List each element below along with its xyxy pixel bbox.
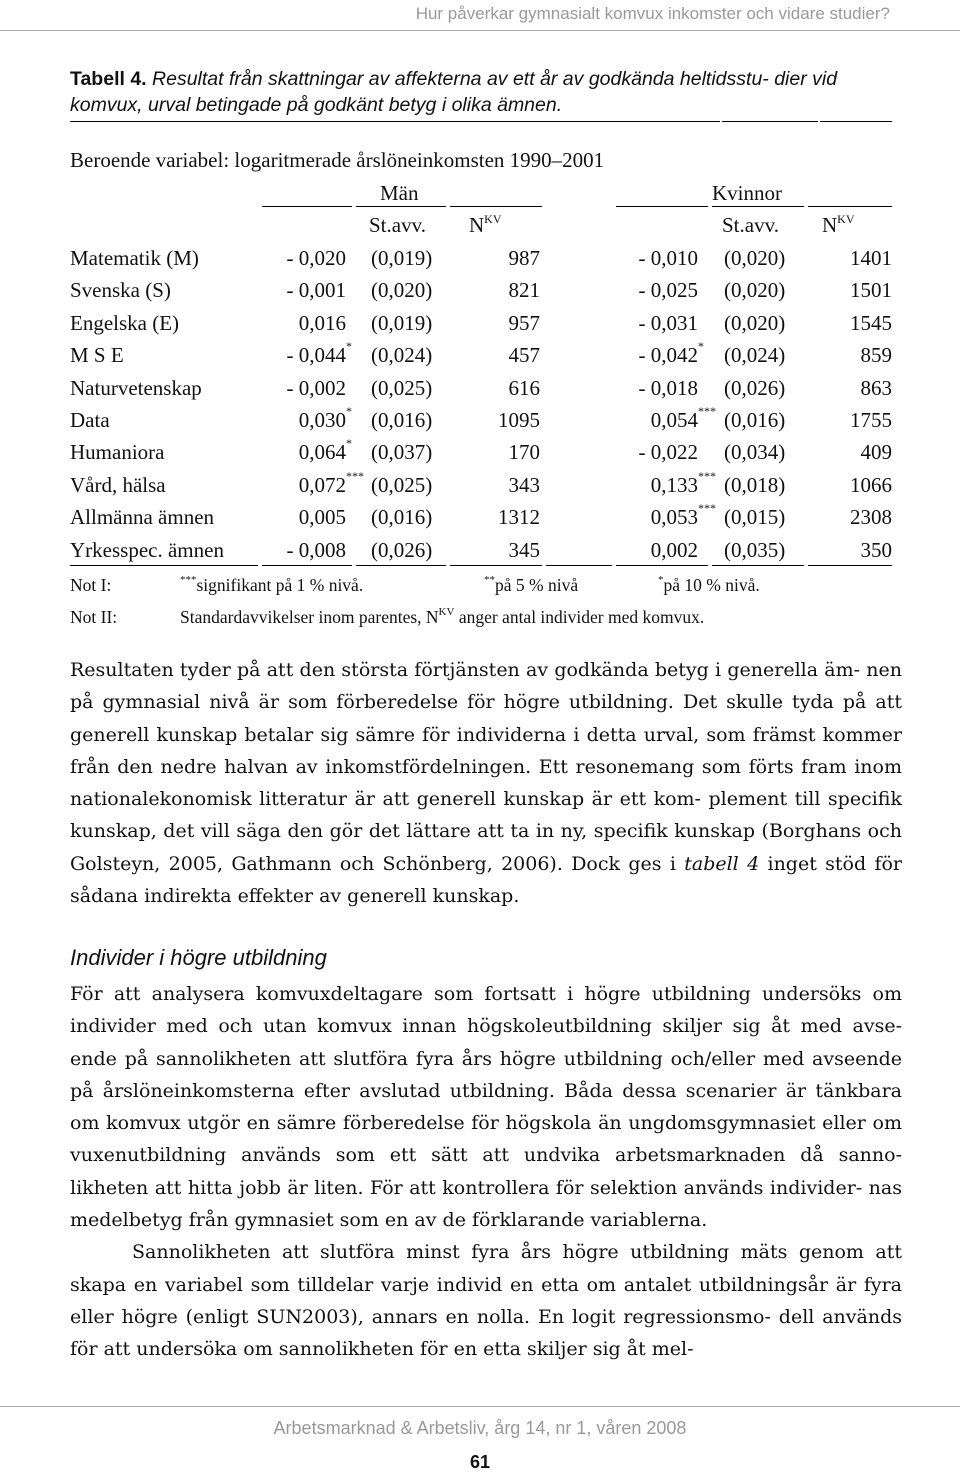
- table-bottom-rule: [356, 565, 446, 566]
- note2-text: Standardavvikelser inom parentes, $N^{KV}$ anger antal individer med komvux.: [180, 606, 705, 627]
- row-label: Engelska (E): [70, 310, 180, 335]
- note1-label: Not I:: [70, 575, 112, 595]
- women-std-error: (0,018): [724, 472, 786, 497]
- row-label: Naturvetenskap: [70, 375, 202, 400]
- men-coefficient: - 0,008: [286, 537, 346, 562]
- table-reference: tabell 4: [684, 852, 760, 875]
- significance-marker: ***: [698, 404, 716, 418]
- men-coefficient: 0,072: [298, 472, 346, 497]
- women-std-error: (0,024): [724, 343, 786, 368]
- women-n: 2308: [850, 505, 892, 530]
- col-header-n-women: $N^{KV}$: [822, 212, 855, 237]
- women-coefficient: - 0,018: [638, 375, 698, 400]
- col-header-se-men: St.avv.: [369, 213, 426, 237]
- men-std-error: (0,019): [371, 310, 433, 335]
- table-top-rule-segment: [820, 121, 892, 122]
- women-std-error: (0,020): [724, 278, 786, 303]
- significance-marker: *: [698, 339, 704, 354]
- men-n: 821: [508, 278, 540, 303]
- women-n: 1545: [850, 310, 892, 335]
- women-header-rule: [712, 206, 804, 207]
- table-bottom-rule: [262, 565, 352, 566]
- women-n: 1501: [850, 278, 892, 303]
- men-n: 1312: [498, 505, 540, 530]
- significance-marker: *: [346, 339, 352, 354]
- men-n: 1095: [498, 408, 540, 432]
- journal-footer: Arbetsmarknad & Arbetsliv, årg 14, nr 1, våren 2008: [273, 1418, 687, 1438]
- women-n: 409: [860, 440, 892, 465]
- women-coefficient: 0,053: [650, 505, 698, 530]
- men-std-error: (0,037): [371, 440, 433, 465]
- significance-marker: ***: [346, 468, 364, 483]
- row-label: M S E: [70, 343, 124, 368]
- women-header-rule: [808, 206, 892, 207]
- group-header-women: Kvinnor: [712, 181, 782, 205]
- women-std-error: (0,020): [724, 310, 786, 335]
- row-label: Matematik (M): [70, 246, 199, 270]
- women-n: 1755: [850, 408, 892, 432]
- men-coefficient: 0,030: [298, 408, 346, 432]
- women-coefficient: - 0,042: [638, 343, 698, 368]
- dependent-variable-label: Beroende variabel: logaritmerade årslöneinkomsten 1990–2001: [70, 148, 605, 172]
- men-std-error: (0,016): [371, 408, 433, 432]
- men-n: 957: [508, 310, 540, 335]
- men-coefficient: - 0,001: [286, 278, 346, 303]
- row-label: Yrkesspec. ämnen: [70, 537, 224, 562]
- table-caption-text: Resultat från skattningar av affekterna av ett år av godkända heltidsstu- dier vid komvux, urval betingade på godkänt betyg i olika ämnen.: [70, 68, 838, 116]
- table-bottom-rule: [70, 565, 258, 566]
- men-coefficient: - 0,020: [286, 246, 346, 270]
- table-bottom-rule: [450, 565, 542, 566]
- note1-sig1: *på 10 % nivå.: [658, 574, 760, 595]
- men-std-error: (0,025): [371, 375, 433, 400]
- note1-sig3: ***signifikant på 1 % nivå.: [180, 574, 364, 595]
- men-std-error: (0,026): [371, 537, 433, 562]
- table-caption: [70, 66, 890, 118]
- men-std-error: (0,020): [371, 278, 433, 303]
- men-coefficient: 0,016: [298, 310, 346, 335]
- women-coefficient: - 0,031: [638, 310, 698, 335]
- section-heading: Individer i högre utbildning: [70, 945, 327, 970]
- running-header: Hur påverkar gymnasialt komvux inkomster och vidare studier?: [415, 4, 890, 23]
- men-coefficient: 0,005: [298, 505, 346, 530]
- footer-rule: [0, 1406, 960, 1407]
- women-coefficient: - 0,022: [638, 440, 698, 465]
- note1-sig2: **på 5 % nivå: [484, 574, 579, 595]
- col-header-se-women: St.avv.: [722, 213, 779, 237]
- page-number: 61: [469, 1452, 491, 1472]
- men-n: 987: [508, 246, 540, 270]
- women-std-error: (0,016): [724, 408, 786, 432]
- men-n: 345: [508, 537, 540, 562]
- header-rule: [0, 30, 960, 31]
- table-bottom-rule: [712, 565, 804, 566]
- men-coefficient: 0,064: [298, 440, 346, 465]
- row-label: Vård, hälsa: [70, 472, 166, 497]
- table-bottom-rule: [616, 565, 708, 566]
- women-std-error: (0,020): [724, 246, 786, 270]
- significance-marker: ***: [698, 501, 716, 516]
- men-n: 170: [508, 440, 540, 465]
- women-n: 1066: [850, 472, 892, 497]
- men-std-error: (0,019): [371, 246, 433, 270]
- women-coefficient: 0,054: [650, 408, 698, 432]
- table-bottom-rule: [808, 565, 892, 566]
- table-top-rule-segment: [722, 121, 818, 122]
- group-header-men: Män: [380, 181, 419, 205]
- women-coefficient: 0,133: [650, 472, 698, 497]
- col-header-n-men: $N^{KV}$: [469, 212, 502, 237]
- women-n: 1401: [850, 246, 892, 270]
- row-label: Humaniora: [70, 440, 165, 465]
- women-std-error: (0,026): [724, 375, 786, 400]
- paragraph-3: Sannolikheten att slutföra minst fyra års högre utbildning mäts genom att skapa en variabel som tilldelar varje individ en etta om antalet utbildningsår är fyra eller högre (enligt SUN2003), annars en nolla. En logit regressionsmo- dell används för att undersöka om sannolikheten för en etta skiljer sig åt mel-: [70, 1241, 902, 1361]
- women-std-error: (0,035): [724, 537, 786, 562]
- table-label: Tabell 4.: [70, 68, 147, 90]
- row-label: Allmänna ämnen: [70, 505, 215, 530]
- significance-marker: *: [346, 436, 352, 451]
- men-n: 343: [508, 472, 540, 497]
- women-std-error: (0,015): [724, 505, 786, 530]
- men-n: 457: [508, 343, 540, 368]
- women-n: 859: [860, 343, 892, 368]
- women-std-error: (0,034): [724, 440, 786, 465]
- paragraph-2: För att analysera komvuxdeltagare som fortsatt i högre utbildning undersöks om individer med och utan komvux innan högskoleutbildning skiljer sig åt med avse- ende på sannolikheten att slutföra fyra års högre utbildning och/eller med avseende på årslöneinkomsterna efter avslutad utbildning. Båda dessa scenarier är tänkbara om komvux utgör en sämre förberedelse för högskola än ungdomsgymnasiet eller om vuxenutbildning används som ett sätt att undvika arbetsmarknaden då sanno- likheten att hitta jobb är liten. För att kontrollera för selektion används individer- nas medelbetyg från gymnasiet som en av de förklarande variablerna. Sannolikheten att slutföra minst fyra års högre utbildning mäts genom att skapa en variabel som tilldelar varje individ en etta om antalet utbildningsår är fyra eller högre (enligt SUN2003), annars en nolla. En logit regressionsmo- dell används för att undersöka om sannolikheten för en etta skiljer sig åt mel-: [70, 978, 902, 1366]
- men-std-error: (0,025): [371, 472, 433, 497]
- table-bottom-rule: [546, 565, 612, 566]
- women-n: 863: [860, 375, 892, 400]
- note2-label: Not II:: [70, 607, 118, 627]
- men-header-rule: [450, 206, 542, 207]
- row-label: Data: [70, 408, 110, 432]
- men-header-rule: [356, 206, 446, 207]
- row-label: Svenska (S): [70, 278, 171, 303]
- table-top-rule: [70, 121, 720, 122]
- women-n: 350: [860, 537, 892, 562]
- men-std-error: (0,024): [371, 343, 433, 368]
- men-n: 616: [508, 375, 540, 400]
- women-coefficient: 0,002: [650, 537, 698, 562]
- women-coefficient: - 0,025: [638, 278, 698, 303]
- men-coefficient: - 0,044: [286, 343, 346, 368]
- women-header-rule: [616, 206, 708, 207]
- men-header-rule: [262, 206, 352, 207]
- men-std-error: (0,016): [371, 505, 433, 530]
- significance-marker: ***: [698, 468, 716, 483]
- women-coefficient: - 0,010: [638, 246, 698, 270]
- paragraph-1: Resultaten tyder på att den största förtjänsten av godkända betyg i generella äm- nen på gymnasial nivå är som förberedelse för högre utbildning. Det skulle tyda på att generell kunskap betalar sig sämre för individerna i detta urval, som främst kommer från den nedre halvan av inkomstfördelningen. Ett resonemang som förts fram inom nationalekonomisk litteratur är att generell kunskap är ett kom- plement till specifik kunskap, det vill säga den gör det lättare att ta in ny, specifik kunskap (Borghans och Golsteyn, 2005, Gathmann och Schönberg, 2006). Dock ges i tabell 4 inget stöd för sådana indirekta effekter av generell kunskap.: [70, 659, 903, 908]
- men-coefficient: - 0,002: [286, 375, 346, 400]
- significance-marker: *: [346, 404, 352, 418]
